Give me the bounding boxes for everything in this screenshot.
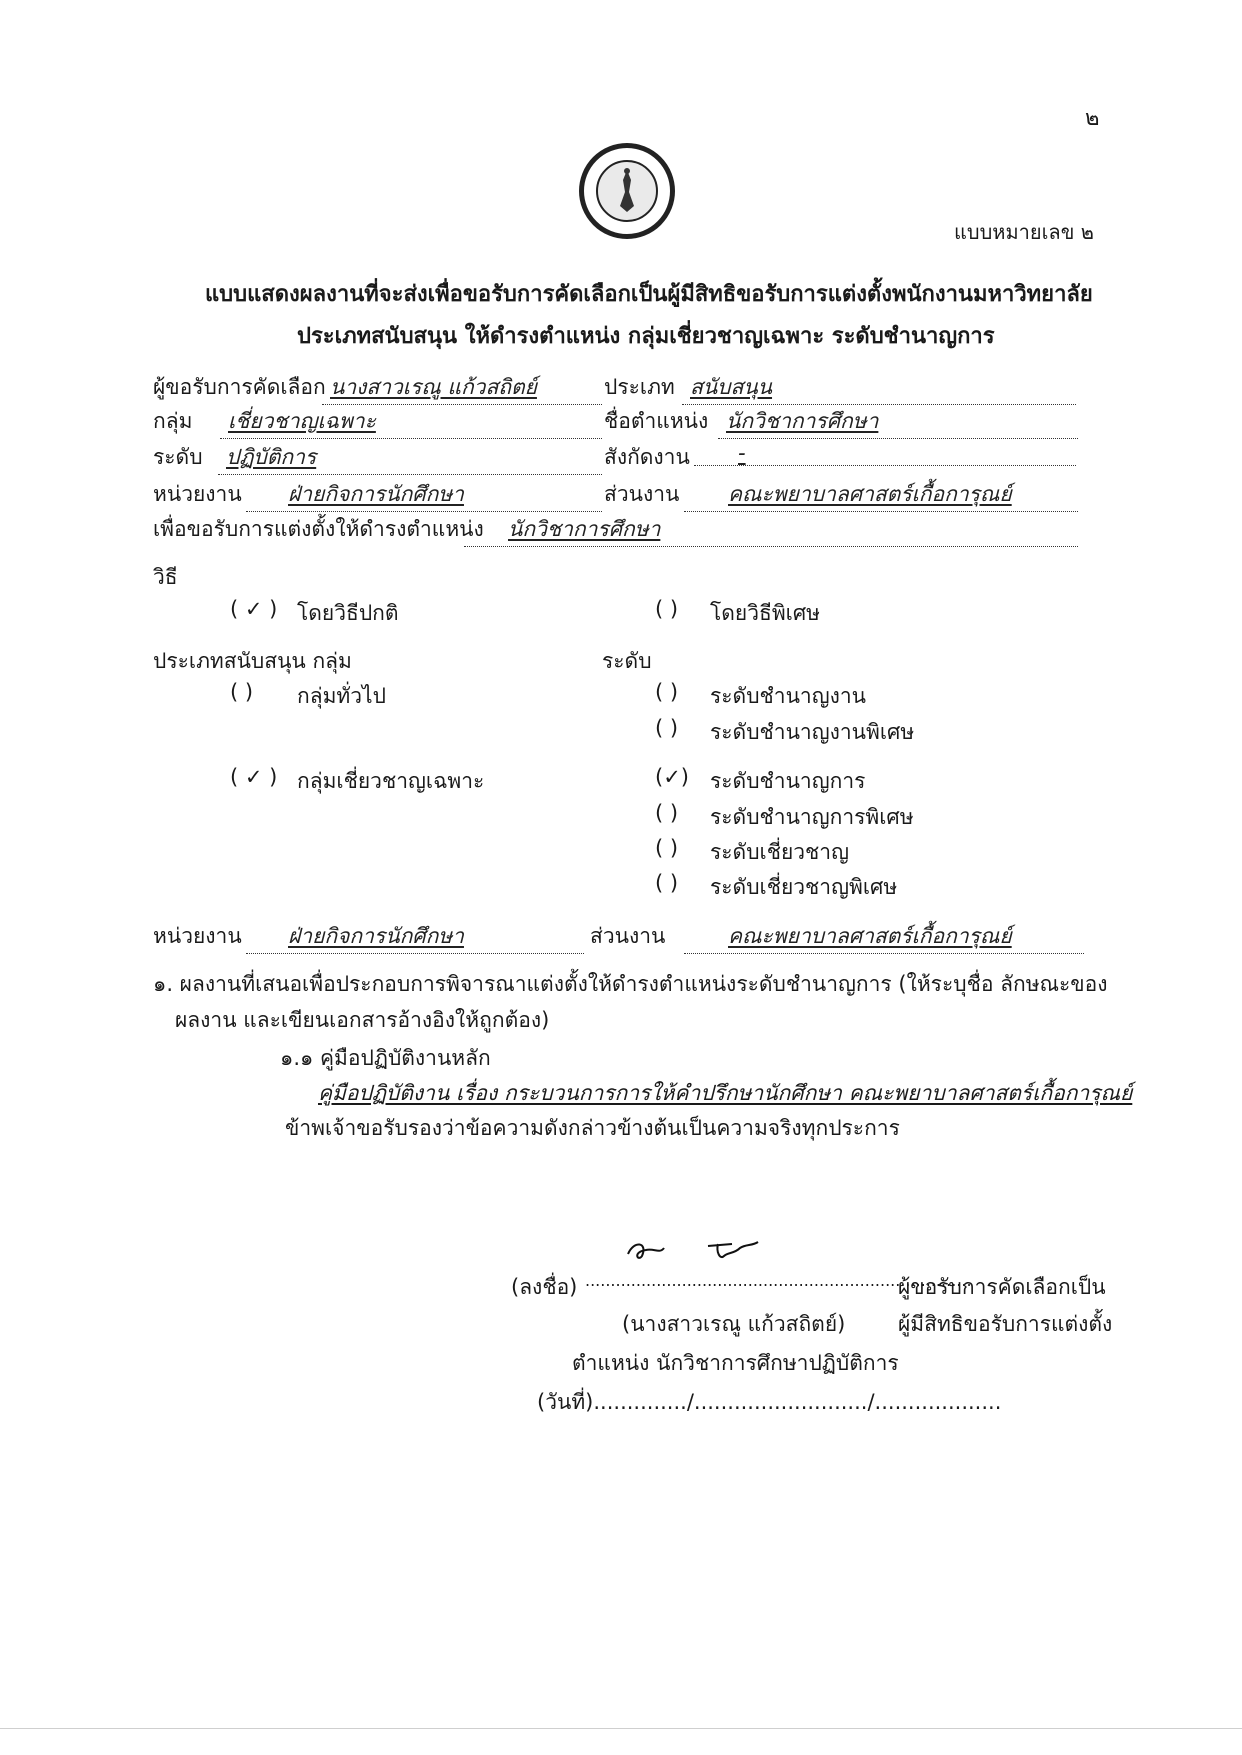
level-option-checkbox[interactable]: ( ) <box>655 680 679 704</box>
signer-role-line2: ผู้มีสิทธิขอรับการแต่งตั้ง <box>898 1312 1113 1336</box>
division2-field <box>684 920 1084 954</box>
unit2-value: ฝ่ายกิจการนักศึกษา <box>288 924 464 948</box>
support-group-label: ประเภทสนับสนุน กลุ่ม <box>153 649 352 673</box>
level-option-label: ระดับชำนาญการพิเศษ <box>710 805 914 829</box>
affiliation-value: - <box>738 441 746 465</box>
signer-name: (นางสาวเรณู แก้วสถิตย์) <box>622 1312 846 1336</box>
appoint-field <box>464 513 1078 547</box>
level-option-label: ระดับเชี่ยวชาญพิเศษ <box>710 875 898 899</box>
level-option-label: ระดับชำนาญงานพิเศษ <box>710 720 915 744</box>
group-field <box>220 405 602 439</box>
unit-value: ฝ่ายกิจการนักศึกษา <box>288 482 464 506</box>
page-number: ๒ <box>1085 106 1100 131</box>
type-field <box>682 371 1076 405</box>
type-label: ประเภท <box>604 375 675 399</box>
division-value: คณะพยาบาลศาสตร์เกื้อการุณย์ <box>728 482 1012 506</box>
division2-value: คณะพยาบาลศาสตร์เกื้อการุณย์ <box>728 924 1012 948</box>
appoint-value: นักวิชาการศึกษา <box>508 517 661 541</box>
position-name-value: นักวิชาการศึกษา <box>726 409 879 433</box>
method-normal-checkbox[interactable]: ( ✓ ) <box>230 597 278 621</box>
applicant-field <box>322 371 602 405</box>
applicant-value: นางสาวเรณู แก้วสถิตย์ <box>330 375 537 399</box>
group-specialist-checkbox[interactable]: ( ✓ ) <box>230 765 278 789</box>
applicant-label: ผู้ขอรับการคัดเลือก <box>153 375 326 399</box>
sign-label: (ลงชื่อ) <box>511 1275 578 1299</box>
level-option-checkbox[interactable]: (✓) <box>655 765 689 789</box>
level-option-checkbox[interactable]: ( ) <box>655 801 679 825</box>
sign-line: ............................................................................ <box>585 1271 972 1290</box>
method-special-label: โดยวิธีพิเศษ <box>710 601 821 625</box>
certification-text: ข้าพเจ้าขอรับรองว่าข้อความดังกล่าวข้างต้นเป็นความจริงทุกประการ <box>285 1116 900 1140</box>
method-normal-label: โดยวิธีปกติ <box>297 601 399 625</box>
position-name-field <box>718 405 1078 439</box>
item1-1-label: ๑.๑ คู่มือปฏิบัติงานหลัก <box>280 1046 491 1070</box>
method-special-checkbox[interactable]: ( ) <box>655 597 679 621</box>
unit2-label: หน่วยงาน <box>153 924 242 948</box>
group-general-checkbox[interactable]: ( ) <box>230 680 254 704</box>
type-value: สนับสนุน <box>690 375 773 399</box>
level-value: ปฏิบัติการ <box>226 445 317 469</box>
division2-label: ส่วนงาน <box>590 924 666 948</box>
unit-label: หน่วยงาน <box>153 482 242 506</box>
item1-1-value: คู่มือปฏิบัติงาน เรื่อง กระบวนการการให้คำปรึกษานักศึกษา คณะพยาบาลศาสตร์เกื้อการุณย์ <box>318 1081 1133 1105</box>
group-specialist-label: กลุ่มเชี่ยวชาญเฉพาะ <box>297 769 485 793</box>
group-general-label: กลุ่มทั่วไป <box>297 684 386 708</box>
appoint-label: เพื่อขอรับการแต่งตั้งให้ดำรงตำแหน่ง <box>153 517 484 541</box>
level-label: ระดับ <box>153 445 203 469</box>
position-name-label: ชื่อตำแหน่ง <box>604 409 709 433</box>
signer-role-line1: ผู้ขอรับการคัดเลือกเป็น <box>898 1275 1106 1299</box>
item1-text-line1: ๑. ผลงานที่เสนอเพื่อประกอบการพิจารณาแต่งตั้งให้ดำรงตำแหน่งระดับชำนาญการ (ให้ระบุชื่อ ลักษณะของ <box>153 972 1108 996</box>
level-option-label: ระดับชำนาญการ <box>710 769 866 793</box>
signer-position: ตำแหน่ง นักวิชาการศึกษาปฏิบัติการ <box>572 1351 899 1375</box>
item1-text-line2: ผลงาน และเขียนเอกสารอ้างอิงให้ถูกต้อง) <box>175 1008 550 1032</box>
division-label: ส่วนงาน <box>604 482 680 506</box>
level-section-label: ระดับ <box>602 649 652 673</box>
affiliation-label: สังกัดงาน <box>604 445 690 469</box>
level-option-checkbox[interactable]: ( ) <box>655 836 679 860</box>
university-seal-logo <box>579 143 675 239</box>
level-option-label: ระดับเชี่ยวชาญ <box>710 840 849 864</box>
level-option-checkbox[interactable]: ( ) <box>655 871 679 895</box>
signature-date: (วันที่)............../........................../................... <box>537 1390 1002 1414</box>
affiliation-field <box>694 441 1076 466</box>
level-field <box>218 441 602 475</box>
level-option-checkbox[interactable]: ( ) <box>655 716 679 740</box>
seal-emblem-icon <box>596 160 658 222</box>
unit2-field <box>246 920 584 954</box>
document-title-line1: แบบแสดงผลงานที่จะส่งเพื่อขอรับการคัดเลือกเป็นผู้มีสิทธิขอรับการแต่งตั้งพนักงานมหาวิทยาลัย <box>205 282 1093 307</box>
group-value: เชี่ยวชาญเฉพาะ <box>228 409 376 433</box>
handwritten-signature <box>620 1232 800 1268</box>
division-field <box>684 478 1078 512</box>
group-label: กลุ่ม <box>153 409 193 433</box>
document-title-line2: ประเภทสนับสนุน ให้ดำรงตำแหน่ง กลุ่มเชี่ยวชาญเฉพาะ ระดับชำนาญการ <box>297 324 995 349</box>
method-label: วิธี <box>153 565 178 589</box>
level-option-label: ระดับชำนาญงาน <box>710 684 867 708</box>
unit-field <box>246 478 602 512</box>
form-number: แบบหมายเลข ๒ <box>954 220 1094 244</box>
scan-edge-line <box>0 1728 1242 1729</box>
